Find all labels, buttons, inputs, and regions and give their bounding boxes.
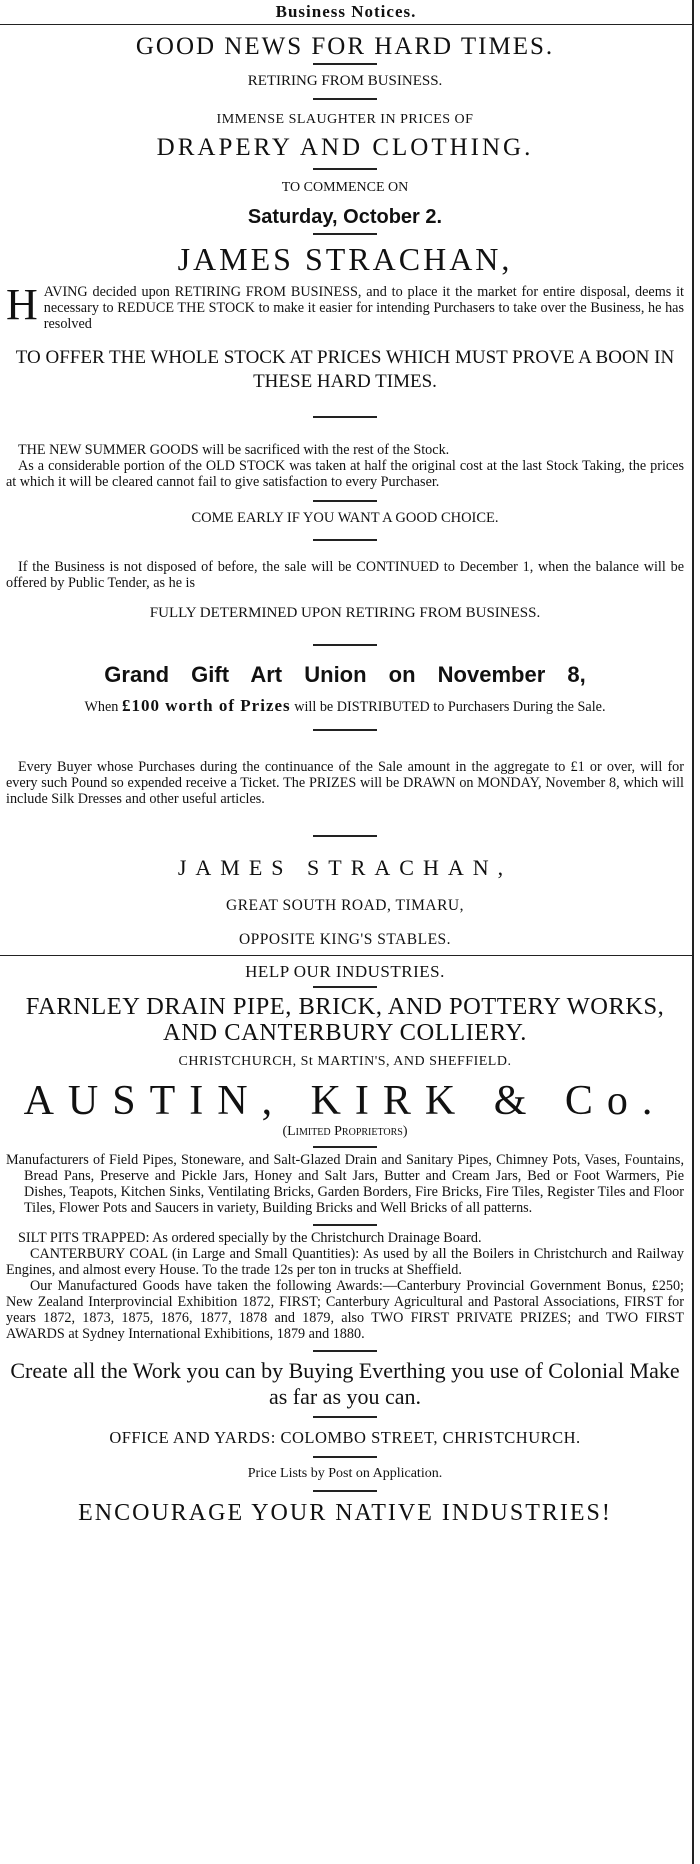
slaughter-line: IMMENSE SLAUGHTER IN PRICES OF (216, 112, 474, 127)
encourage-line: ENCOURAGE YOUR NATIVE INDUSTRIES! (78, 1500, 612, 1526)
commence-line: TO COMMENCE ON (281, 180, 409, 195)
rule (313, 1416, 377, 1418)
intro-paragraph (6, 280, 684, 332)
rule (313, 168, 377, 170)
come-early-line: COME EARLY IF YOU WANT A GOOD CHOICE. (191, 510, 499, 526)
old-stock-text: As a considerable portion of the OLD STOCK was taken at half the original cost at the last Stock Taking, the prices at which it will be cleared cannot fail to give satisfaction to every Purchaser. (6, 458, 684, 490)
proprietors-line: (Limited Proprietors) (282, 1124, 408, 1139)
merchant-name-footer: JAMES STRACHAN, (177, 855, 513, 880)
ad-headline: GOOD NEWS FOR HARD TIMES. (135, 33, 555, 60)
art-union-line: Grand Gift Art Union on November 8, (104, 662, 586, 687)
strachan-advertisement (6, 33, 684, 949)
when-line (6, 698, 684, 715)
intro-text: AVING decided upon RETIRING FROM BUSINESS, and to place it the market for entire disposal, deems it necessary to REDUCE THE STOCK to make it easier for intending Purchasers to take over the Business, he has resolved (43, 284, 684, 332)
opposite-line: OPPOSITE KING'S STABLES. (238, 931, 452, 948)
office-line: OFFICE AND YARDS: COLOMBO STREET, CHRISTCHURCH. (109, 1428, 581, 1447)
awards-text: Our Manufactured Goods have taken the following Awards:—Canterbury Provincial Government Bonus, £250; New Zealand Interprovincial Exhibition 1872, FIRST; Canterbury Agricultural and Pastoral Associations, FIRST for years 1872, 1873, 1875, 1876, 1877, 1878 and 1879, also TWO FIRST PRIVATE PRIZES; and TWO FIRST AWARDS at Sydney International Exhibitions, 1879 and 1880. (6, 1278, 684, 1342)
drop-cap: H (6, 280, 38, 329)
sale-date: Saturday, October 2. (247, 206, 443, 228)
rule (313, 1146, 377, 1148)
places-line: CHRISTCHURCH, St MARTIN'S, AND SHEFFIELD. (178, 1054, 512, 1069)
when-pre: When (84, 699, 119, 715)
rule (313, 1456, 377, 1458)
austin-kirk-advertisement (6, 962, 684, 1527)
rule (313, 1224, 377, 1226)
rule (313, 1490, 377, 1492)
rule (313, 729, 377, 731)
rule (313, 986, 377, 988)
continued-text: If the Business is not disposed of before, the sale will be CONTINUED to December 1, when the balance will be offered by Public Tender, as he is (6, 559, 684, 591)
rule (313, 63, 377, 65)
rule (313, 233, 377, 235)
merchant-name: JAMES STRACHAN, (177, 241, 513, 277)
retiring-line: RETIRING FROM BUSINESS. (247, 73, 443, 89)
create-line: Create all the Work you can by Buying Everthing you use of Colonial Make as far as you can. (10, 1358, 680, 1409)
company-name: AUSTIN, KIRK & Co. (23, 1078, 667, 1124)
rule (313, 835, 377, 837)
rule (313, 500, 377, 502)
section-header: Business Notices. (0, 0, 692, 25)
rule (313, 1350, 377, 1352)
summer-goods-text: THE NEW SUMMER GOODS will be sacrificed with the rest of the Stock. (18, 442, 450, 458)
determined-line: FULLY DETERMINED UPON RETIRING FROM BUSINESS. (149, 605, 541, 621)
works-title: FARNLEY DRAIN PIPE, BRICK, AND POTTERY WORKS, AND CANTERBURY COLLIERY. (25, 993, 665, 1046)
prizes-text: £100 worth of Prizes (121, 696, 291, 715)
rule (313, 644, 377, 646)
coal-text: CANTERBURY COAL (in Large and Small Quantities): As used by all the Boilers in Christchurch and Railway Engines, and almost every House. To the trade 12s per ton in trucks at Sheffield. (6, 1246, 684, 1278)
rule (313, 416, 377, 418)
help-line: HELP OUR INDUSTRIES. (245, 962, 445, 981)
rule (313, 98, 377, 100)
drapery-line: DRAPERY AND CLOTHING. (156, 134, 534, 161)
address-line: GREAT SOUTH ROAD, TIMARU, (226, 897, 464, 914)
divider (0, 955, 692, 956)
manufacturers-text: Manufacturers of Field Pipes, Stoneware, and Salt-Glazed Drain and Sanitary Pipes, Chimney Pots, Vases, Fountains, Bread Pans, Preserve and Pickle Jars, Honey and Salt Jars, Butter and Cream Jars, Bed or Foot Warmers, Pie Dishes, Teapots, Kitchen Sinks, Ventilating Bricks, Garden Borders, Fire Bricks, Fire Tiles, Register Tiles and Floor Tiles, Flower Pots and Saucers in variety, Building Bricks and Well Bricks of all patterns. (6, 1152, 684, 1216)
rule (313, 539, 377, 541)
offer-line: TO OFFER THE WHOLE STOCK AT PRICES WHICH MUST PROVE A BOON IN THESE HARD TIMES. (15, 347, 675, 392)
when-post: will be DISTRIBUTED to Purchasers During the Sale. (294, 699, 606, 715)
silt-text: SILT PITS TRAPPED: As ordered specially by the Christchurch Drainage Board. (18, 1230, 482, 1246)
price-lists-line: Price Lists by Post on Application. (247, 1466, 443, 1481)
buyer-text: Every Buyer whose Purchases during the continuance of the Sale amount in the aggregate to £1 or over, will for every such Pound so expended receive a Ticket. The PRIZES will be DRAWN on MONDAY, November 8, which will include Silk Dresses and other useful articles. (6, 759, 684, 807)
